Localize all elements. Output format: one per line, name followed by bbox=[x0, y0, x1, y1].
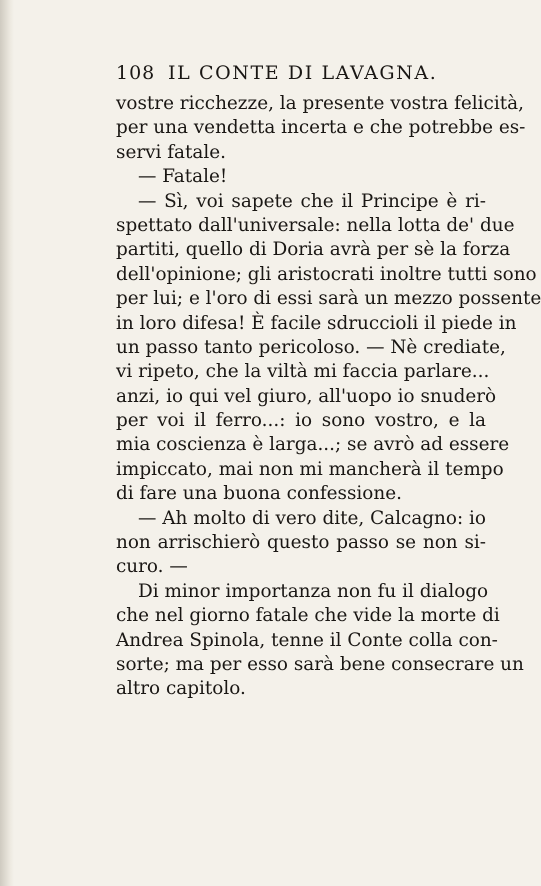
book-page bbox=[116, 62, 541, 702]
text-line: vi ripeto, che la viltà mi faccia parlare... bbox=[116, 361, 490, 383]
text-line: anzi, io qui vel giuro, all'uopo io snuderò bbox=[116, 385, 497, 407]
text-line: sorte; ma per esso sarà bene consecrare un bbox=[116, 653, 524, 675]
text-line: — Sì, voi sapete che il Principe è ri- bbox=[138, 190, 486, 212]
text-line: un passo tanto pericoloso. — Nè crediate, bbox=[116, 336, 506, 358]
text-line: per voi il ferro...: io sono vostro, e la bbox=[116, 410, 486, 432]
page-edge-shadow bbox=[0, 0, 14, 886]
text-line: — Fatale! bbox=[138, 166, 228, 188]
body-text bbox=[116, 92, 541, 702]
text-line: altro capitolo. bbox=[116, 678, 246, 700]
text-line: per una vendetta incerta e che potrebbe es- bbox=[116, 117, 526, 139]
text-line: in loro difesa! È facile sdruccioli il piede in bbox=[116, 312, 517, 334]
running-title: IL CONTE DI LAVAGNA. bbox=[168, 62, 438, 84]
text-line: mia coscienza è larga...; se avrò ad essere bbox=[116, 434, 510, 456]
text-line: — Ah molto di vero dite, Calcagno: io bbox=[138, 507, 486, 529]
text-line: curo. — bbox=[116, 556, 188, 578]
text-line: servi fatale. bbox=[116, 141, 226, 163]
text-line: per lui; e l'oro di essi sarà un mezzo possente bbox=[116, 288, 541, 310]
text-line: impiccato, mai non mi mancherà il tempo bbox=[116, 458, 504, 480]
text-line: non arrischierò questo passo se non si- bbox=[116, 532, 486, 554]
text-line: di fare una buona confessione. bbox=[116, 483, 402, 505]
text-line: Andrea Spinola, tenne il Conte colla con- bbox=[116, 629, 498, 651]
page-header bbox=[116, 62, 486, 92]
text-line: vostre ricchezze, la presente vostra felicità, bbox=[116, 93, 524, 114]
page-number: 108 bbox=[116, 62, 156, 84]
text-line: partiti, quello di Doria avrà per sè la forza bbox=[116, 239, 511, 261]
text-line: spettato dall'universale: nella lotta de' due bbox=[116, 214, 515, 236]
text-line: Di minor importanza non fu il dialogo bbox=[138, 580, 489, 602]
text-line: che nel giorno fatale che vide la morte di bbox=[116, 605, 500, 627]
text-line: dell'opinione; gli aristocrati inoltre tutti sono bbox=[116, 263, 537, 285]
